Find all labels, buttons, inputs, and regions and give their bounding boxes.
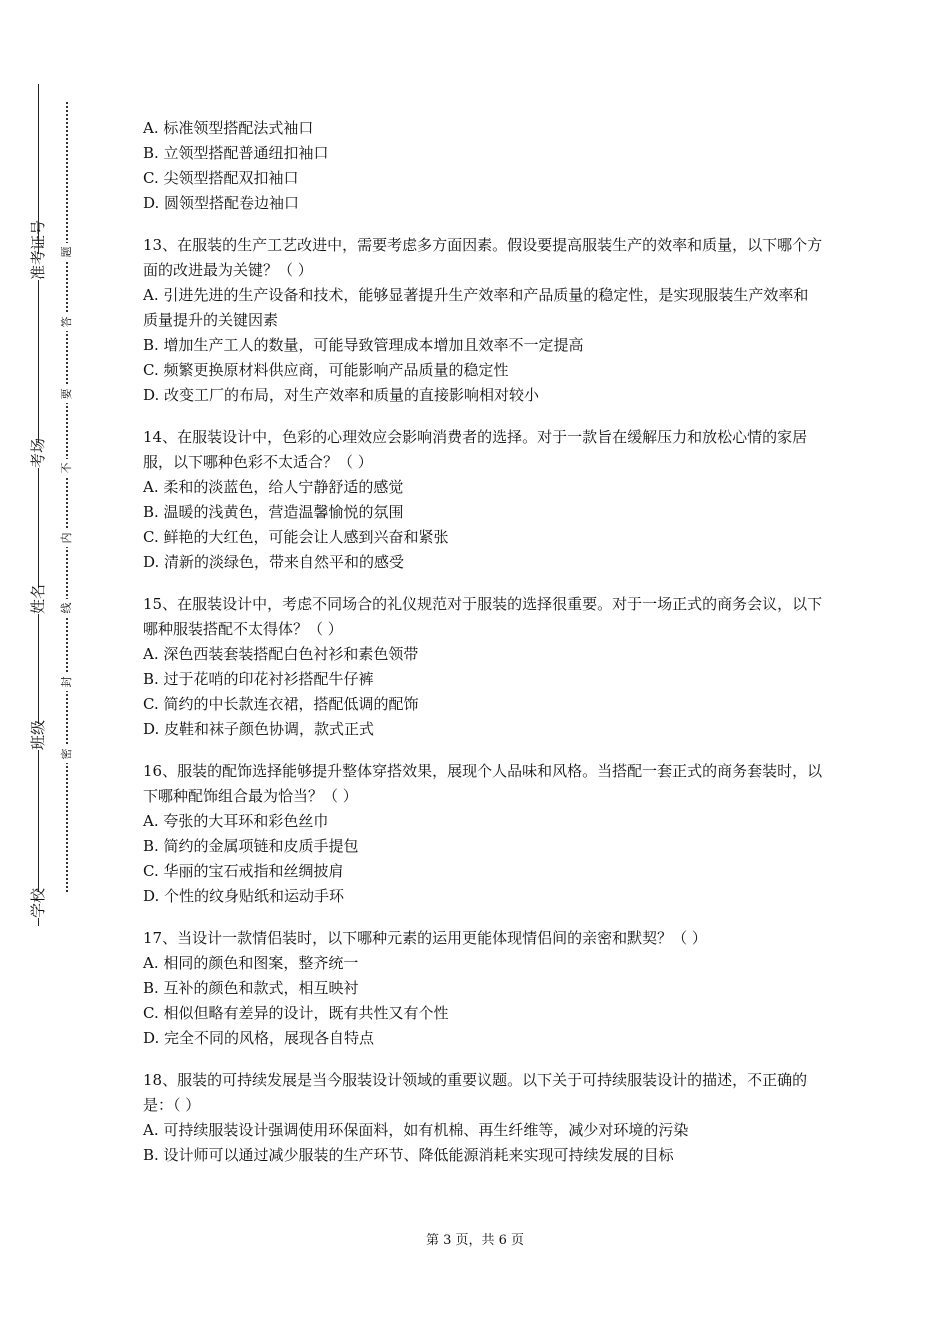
seal-char: 线 <box>59 599 75 617</box>
option-b: B. 过于花哨的印花衬衫搭配牛仔裤 <box>143 670 374 688</box>
option-d: D. 皮鞋和袜子颜色协调，款式正式 <box>143 720 375 738</box>
option-c: C. 鲜艳的大红色，可能会让人感到兴奋和紧张 <box>143 528 449 546</box>
option-a: A. 可持续服装设计强调使用环保面料，如有机棉、再生纤维等，减少对环境的污染 <box>143 1121 689 1139</box>
seal-char: 内 <box>59 529 75 547</box>
option-c: C. 相似但略有差异的设计，既有共性又有个性 <box>143 1004 449 1022</box>
question-14 <box>143 425 823 575</box>
question-18 <box>143 1068 823 1168</box>
question-text: 16、服装的配饰选择能够提升整体穿搭效果，展现个人品味和风格。当搭配一套正式的商务套装时，以下哪种配饰组合最为恰当？（ ） <box>143 762 823 805</box>
option-d: D. 个性的纹身贴纸和运动手环 <box>143 887 345 905</box>
question-text: 17、当设计一款情侣装时，以下哪种元素的运用更能体现情侣间的亲密和默契？（ ） <box>143 929 707 947</box>
question-15 <box>143 592 823 742</box>
option-b: B. 增加生产工人的数量，可能导致管理成本增加且效率不一定提高 <box>143 336 584 354</box>
seal-char: 封 <box>59 673 75 691</box>
seal-char: 答 <box>59 313 75 331</box>
question-17 <box>143 926 823 1051</box>
option-a: A. 柔和的淡蓝色，给人宁静舒适的感觉 <box>143 478 404 496</box>
school-label: 学校 <box>26 892 52 918</box>
question-text: 13、在服装的生产工艺改进中，需要考虑多方面因素。假设要提高服装生产的效率和质量，以下哪个方面的改进最为关键？（ ） <box>143 236 823 279</box>
binding-margin <box>18 84 78 926</box>
question-13 <box>143 233 823 408</box>
question-text: 18、服装的可持续发展是当今服装设计领域的重要议题。以下关于可持续服装设计的描述，不正确的是：（ ） <box>143 1071 808 1114</box>
option-d: D. 清新的淡绿色，带来自然平和的感受 <box>143 553 405 571</box>
option-a: A. 引进先进的生产设备和技术，能够显著提升生产效率和产品质量的稳定性，是实现服装生产效率和质量提升的关键因素 <box>143 286 809 329</box>
seal-char: 不 <box>59 459 75 477</box>
option-c: C. 华丽的宝石戒指和丝绸披肩 <box>143 862 344 880</box>
seal-char: 题 <box>59 243 75 261</box>
class-label: 班级 <box>26 724 52 750</box>
exam-room-label: 考场 <box>26 442 52 468</box>
option-c: C. 简约的中长款连衣裙，搭配低调的配饰 <box>143 695 419 713</box>
question-content <box>143 116 823 1168</box>
seal-char: 要 <box>59 385 75 403</box>
option-d: D. 完全不同的风格，展现各自特点 <box>143 1029 375 1047</box>
option-d: D. 圆领型搭配卷边袖口 <box>143 194 300 212</box>
question-text: 15、在服装设计中，考虑不同场合的礼仪规范对于服装的选择很重要。对于一场正式的商务会议，以下哪种服装搭配不太得体？（ ） <box>143 595 823 638</box>
page-number: 第 3 页，共 6 页 <box>425 1233 525 1248</box>
name-label: 姓名 <box>26 588 52 614</box>
seal-dotted-line <box>66 102 68 892</box>
option-d: D. 改变工厂的布局，对生产效率和质量的直接影响相对较小 <box>143 386 540 404</box>
question-text: 14、在服装设计中，色彩的心理效应会影响消费者的选择。对于一款旨在缓解压力和放松心情的家居服，以下哪种色彩不太适合？（ ） <box>143 428 808 471</box>
exam-number-label: 准考证号 <box>26 254 52 280</box>
option-b: B. 简约的金属项链和皮质手提包 <box>143 837 359 855</box>
option-c: C. 频繁更换原材料供应商，可能影响产品质量的稳定性 <box>143 361 509 379</box>
seal-char: 密 <box>59 745 75 763</box>
prev-question-options <box>143 116 823 216</box>
option-a: A. 深色西装套装搭配白色衬衫和素色领带 <box>143 645 419 663</box>
option-a: A. 相同的颜色和图案，整齐统一 <box>143 954 359 972</box>
option-a: A. 标准领型搭配法式袖口 <box>143 119 314 137</box>
option-b: B. 设计师可以通过减少服装的生产环节、降低能源消耗来实现可持续发展的目标 <box>143 1146 674 1164</box>
question-16 <box>143 759 823 909</box>
option-c: C. 尖领型搭配双扣袖口 <box>143 169 299 187</box>
option-b: B. 温暖的浅黄色，营造温馨愉悦的氛围 <box>143 503 404 521</box>
option-b: B. 立领型搭配普通纽扣袖口 <box>143 144 329 162</box>
option-b: B. 互补的颜色和款式，相互映衬 <box>143 979 359 997</box>
binding-solid-line <box>38 84 39 926</box>
option-a: A. 夸张的大耳环和彩色丝巾 <box>143 812 329 830</box>
